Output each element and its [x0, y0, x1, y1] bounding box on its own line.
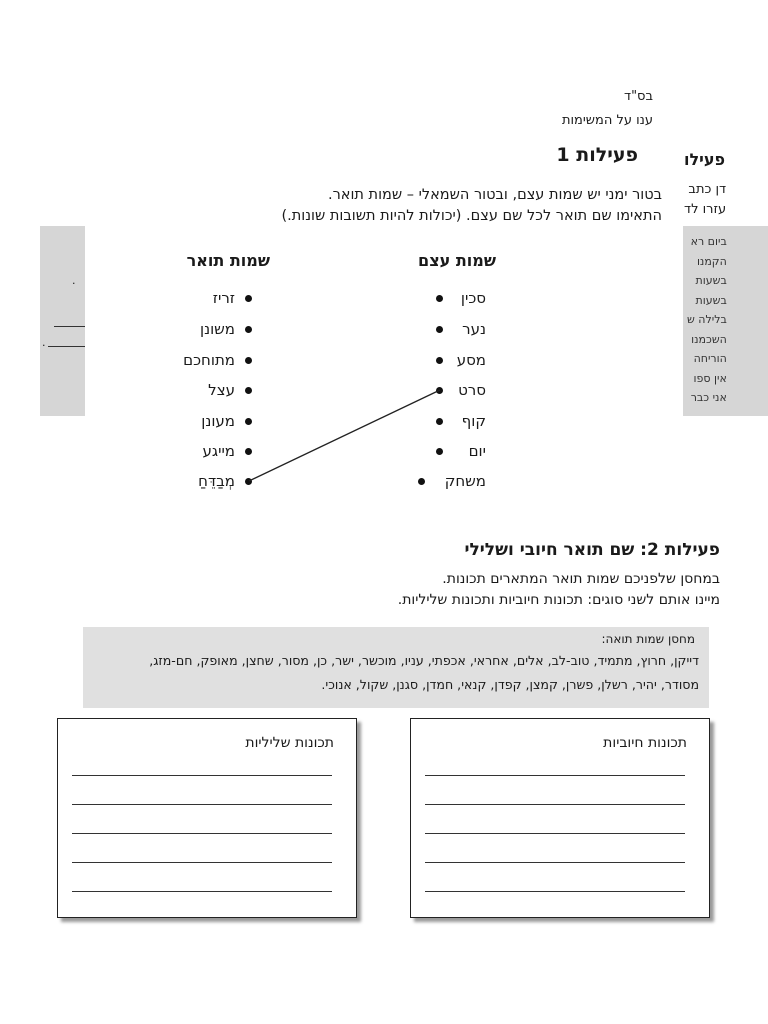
word-bank-line: מסודר, יהיר, רשלן, פשרן, קמצן, קפדן, קנאי, חמדן, סגנן, שקול, אנוכי.	[321, 677, 699, 692]
answer-line[interactable]	[425, 804, 685, 805]
left-mark: .	[72, 274, 76, 287]
answer-line[interactable]	[425, 833, 685, 834]
adjective-item: משונן	[200, 320, 235, 338]
word-bank-title: מחסן שמות תואה:	[601, 632, 695, 646]
strip-line: השכמנו	[691, 332, 727, 346]
answer-line[interactable]	[72, 804, 332, 805]
adjective-item: מעונן	[201, 412, 235, 430]
noun-item: סרט	[458, 381, 486, 399]
noun-item: משחק	[444, 472, 486, 490]
negative-traits-box	[57, 718, 357, 918]
adjectives-column-header: שמות תואר	[186, 251, 270, 270]
activity2-instructions	[120, 569, 720, 611]
adjective-item: מתוחכם	[183, 351, 235, 369]
strip-line: בשעות	[695, 274, 727, 287]
word-bank	[83, 627, 709, 708]
noun-item: נער	[462, 320, 486, 338]
noun-item: יום	[468, 442, 486, 460]
adjacent-title-fragment: פעילו	[684, 150, 726, 169]
strip-line: בשעות	[695, 293, 727, 307]
negative-traits-title: תכונות שליליות	[245, 735, 334, 751]
instruction-line: במחסן שלפניכם שמות תואר המתארים תכונות.	[442, 571, 720, 587]
activity1-title: פעילות 1	[556, 144, 638, 166]
answer-line[interactable]	[425, 775, 685, 776]
answer-line[interactable]	[425, 862, 685, 863]
instruction-line: מיינו אותם לשני סוגים: תכונות חיוביות ותכונות שליליות.	[397, 592, 720, 608]
positive-traits-box	[410, 718, 710, 918]
adjective-item: מְבַדֵּחַ	[198, 472, 235, 490]
strip-line: הוריחה	[693, 352, 727, 365]
answer-line[interactable]	[72, 891, 332, 892]
instruction-line: בטור ימני יש שמות עצם, ובטור השמאלי – שמות תואר.	[327, 187, 662, 203]
strip-line: הקמנו	[696, 254, 727, 268]
answer-line[interactable]	[72, 833, 332, 834]
task-instruction: ענו על המשימות	[561, 113, 653, 128]
instruction-line: התאימו שם תואר לכל שם עצם. (יכולות להיות תשובות שונות.)	[281, 208, 662, 224]
adjective-item: עצל	[208, 381, 235, 399]
left-mark: .	[42, 336, 46, 349]
bsd-header: בס"ד	[623, 89, 653, 104]
adjective-item: זריז	[212, 289, 235, 307]
answer-line[interactable]	[425, 891, 685, 892]
positive-traits-title: תכונות חיוביות	[603, 735, 687, 751]
answer-line[interactable]	[72, 775, 332, 776]
match-connector	[249, 390, 440, 481]
adjacent-text-line: דן כתב	[688, 182, 727, 197]
strip-line: בלילה ש	[687, 313, 727, 326]
noun-item: קוף	[461, 412, 486, 430]
nouns-column-header: שמות עצם	[418, 251, 496, 270]
answer-line[interactable]	[72, 862, 332, 863]
word-bank-text	[87, 649, 699, 697]
noun-item: סכין	[460, 289, 486, 307]
noun-item: מסע	[456, 351, 486, 369]
strip-line: אני כבר	[690, 391, 727, 404]
word-bank-line: דייקן, חרוץ, מתמיד, טוב-לב, אלים, אחראי, אכפתי, עניו, מוכשר, ישר, כן, מסור, שחצן, מאופק, חם-מזג,	[149, 653, 699, 668]
strip-line: אין ספו	[693, 371, 727, 385]
adjacent-text-line: עזרו לד	[684, 202, 727, 217]
activity2-title: פעילות 2: שם תואר חיובי ושלילי	[464, 540, 720, 560]
strip-line: ביום רא	[690, 235, 727, 248]
adjective-item: מייגע	[202, 442, 235, 460]
